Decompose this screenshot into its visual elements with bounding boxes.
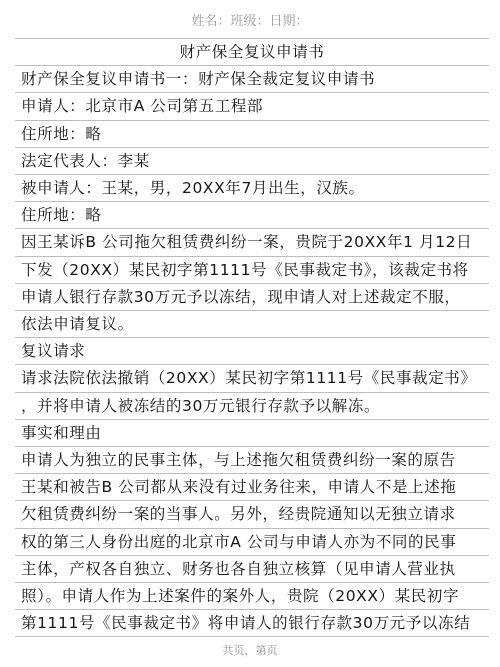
ruled-line <box>15 582 489 583</box>
text-line: 请求法院依法撤销（20XX）某民初字第1111号《民事裁定书》 <box>21 369 477 387</box>
text-line: 申请人为独立的民事主体，与上述拖欠租赁费纠纷一案的原告 <box>21 451 456 469</box>
section-heading: 复议请求 <box>21 342 86 360</box>
text-line: 被申请人：王某，男，20XX年7月出生，汉族。 <box>21 179 365 197</box>
text-line: 申请人银行存款30万元予以冻结，现申请人对上述裁定不服， <box>21 288 461 306</box>
text-line: 王某和被告B 公司都从来没有过业务往来，申请人不是上述拖 <box>21 478 457 496</box>
page-footer: 共页，第页 <box>222 644 278 657</box>
ruled-line <box>15 337 489 338</box>
text-line: ，并将申请人被冻结的30万元银行存款予以解冻。 <box>21 397 381 415</box>
text-line: 依法申请复议。 <box>21 315 134 333</box>
text-line: 主体，产权各自独立、财务也各自独立核算（见申请人营业执 <box>21 560 456 578</box>
ruled-line <box>15 228 489 229</box>
ruled-line <box>15 500 489 501</box>
ruled-line <box>15 419 489 420</box>
ruled-line <box>15 283 489 284</box>
document-title: 财产保全复议申请书 <box>179 43 325 61</box>
ruled-line <box>15 92 489 93</box>
text-line: 第1111号《民事裁定书》将申请人的银行存款30万元予以冻结 <box>21 614 471 632</box>
ruled-line <box>15 636 489 637</box>
ruled-line <box>15 310 489 311</box>
ruled-line <box>15 392 489 393</box>
ruled-line <box>15 555 489 556</box>
ruled-line <box>15 65 489 66</box>
ruled-line <box>15 147 489 148</box>
ruled-line <box>15 609 489 610</box>
text-line: 住所地：略 <box>21 125 102 143</box>
section-heading: 事实和理由 <box>21 424 102 442</box>
text-line: 权的第三人身份出庭的北京市A 公司与申请人亦为不同的民事 <box>21 533 457 551</box>
ruled-line <box>15 38 489 39</box>
ruled-line <box>15 256 489 257</box>
ruled-line <box>15 174 489 175</box>
ruled-line <box>15 528 489 529</box>
ruled-line <box>15 120 489 121</box>
page-header: 姓名：班级：日期： <box>191 14 309 29</box>
ruled-line <box>15 364 489 365</box>
ruled-line <box>15 473 489 474</box>
ruled-sheet <box>15 38 489 637</box>
ruled-line <box>15 446 489 447</box>
text-line: 下发（20XX）某民初字第1111号《民事裁定书》，该裁定书将 <box>21 261 469 279</box>
text-line: 欠租赁费纠纷一案的当事人。另外，经贵院通知以无独立请求 <box>21 505 456 523</box>
ruled-line <box>15 201 489 202</box>
text-line: 申请人：北京市A 公司第五工程部 <box>21 97 264 115</box>
text-line: 因王某诉B 公司拖欠租赁费纠纷一案，贵院于20XX年1 月12日 <box>21 233 473 251</box>
text-line: 住所地：略 <box>21 206 102 224</box>
text-line: 财产保全复议申请书一：财产保全裁定复议申请书 <box>21 70 376 88</box>
text-line: 照）。申请人作为上述案件的案外人，贵院（20XX）某民初字 <box>21 587 460 605</box>
text-line: 法定代表人：李某 <box>21 152 150 170</box>
